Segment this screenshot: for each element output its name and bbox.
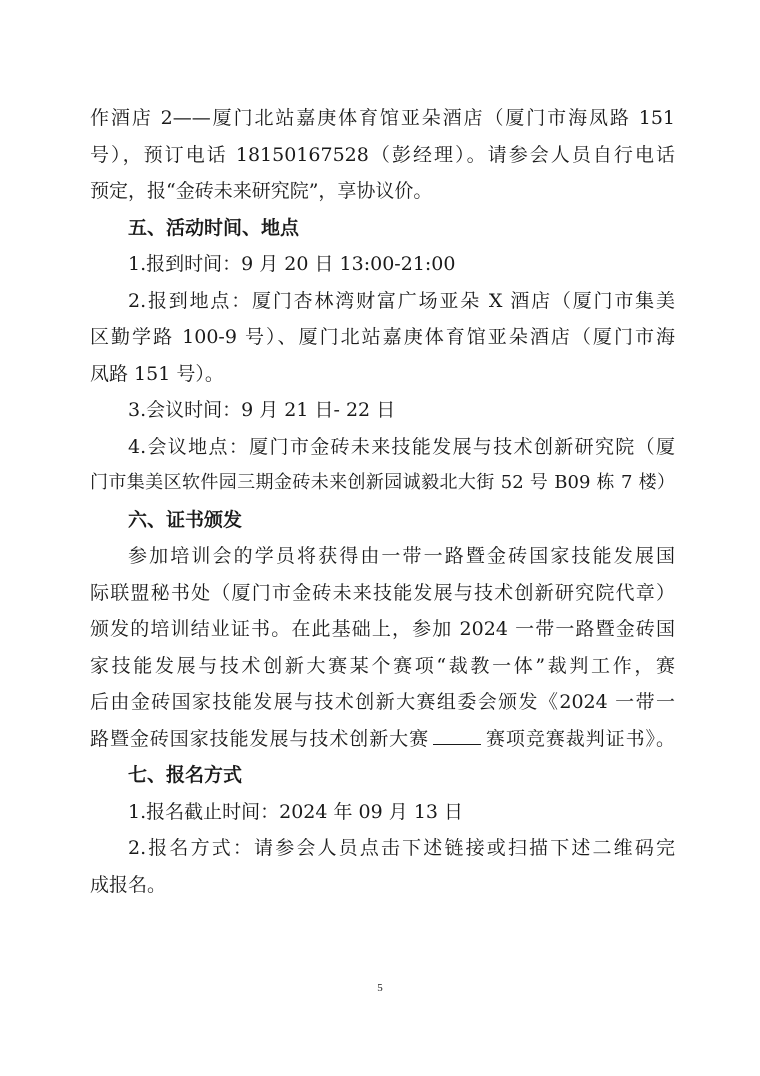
section-6-paragraph-line-6 [90, 721, 675, 758]
intro-line-2: 号），预订电话 18150167528（彭经理）。请参会人员自行电话 [90, 143, 675, 166]
section-6-paragraph-line-1: 参加培训会的学员将获得由一带一路暨金砖国家技能发展国 [128, 545, 675, 567]
section-6-paragraph-line-4: 家技能发展与技术创新大赛某个赛项“裁教一体”裁判工作，赛 [90, 654, 675, 677]
section-5-item-4-line-1: 4.会议地点：厦门市金砖未来技能发展与技术创新研究院（厦 [128, 435, 675, 458]
document-body [90, 100, 675, 903]
section-5-item-2-line-2: 区勤学路 100-9 号）、厦门北站嘉庚体育馆亚朵酒店（厦门市海 [90, 326, 675, 348]
section-6-heading: 六、证书颁发 [128, 508, 243, 531]
intro-line-3: 预定，报“金砖未来研究院”，享协议价。 [90, 180, 433, 202]
section-5-item-2-line-1: 2.报到地点：厦门杏林湾财富广场亚朵 X 酒店（厦门市集美 [128, 289, 675, 312]
section-5-item-4-line-2: 门市集美区软件园三期金砖未来创新园诚毅北大街 52 号 B09 栋 7 楼） [90, 472, 675, 493]
section-5-item-2-line-3: 凤路 151 号）。 [90, 362, 224, 385]
section-7-item-2-line-1: 2.报名方式：请参会人员点击下述链接或扫描下述二维码完 [128, 837, 675, 859]
section-5-heading: 五、活动时间、地点 [128, 216, 300, 239]
section-6-line-6-end: 赛项竞赛裁判证书》。 [485, 727, 675, 750]
section-7-item-2-line-2: 成报名。 [90, 873, 167, 896]
section-5-item-3: 3.会议时间：9 月 21 日- 22 日 [128, 399, 396, 421]
section-6-line-6-start: 路暨金砖国家技能发展与技术创新大赛 [90, 727, 430, 750]
section-6-paragraph-line-5: 后由金砖国家技能发展与技术创新大赛组委会颁发《2024 一带一 [90, 691, 675, 713]
section-7-item-1: 1.报名截止时间：2024 年 09 月 13 日 [128, 800, 464, 823]
section-5-item-1: 1.报到时间：9 月 20 日 13:00-21:00 [128, 253, 456, 275]
section-7-heading: 七、报名方式 [128, 764, 243, 786]
section-6-paragraph-line-2: 际联盟秘书处（厦门市金砖未来技能发展与技术创新研究院代章） [90, 581, 675, 604]
section-6-paragraph-line-3: 颁发的培训结业证书。在此基础上，参加 2024 一带一路暨金砖国 [90, 618, 675, 640]
page-number: 5 [377, 982, 383, 994]
fill-in-blank [433, 726, 481, 745]
intro-line-1: 作酒店 2——厦门北站嘉庚体育馆亚朵酒店（厦门市海凤路 151 [90, 107, 675, 129]
